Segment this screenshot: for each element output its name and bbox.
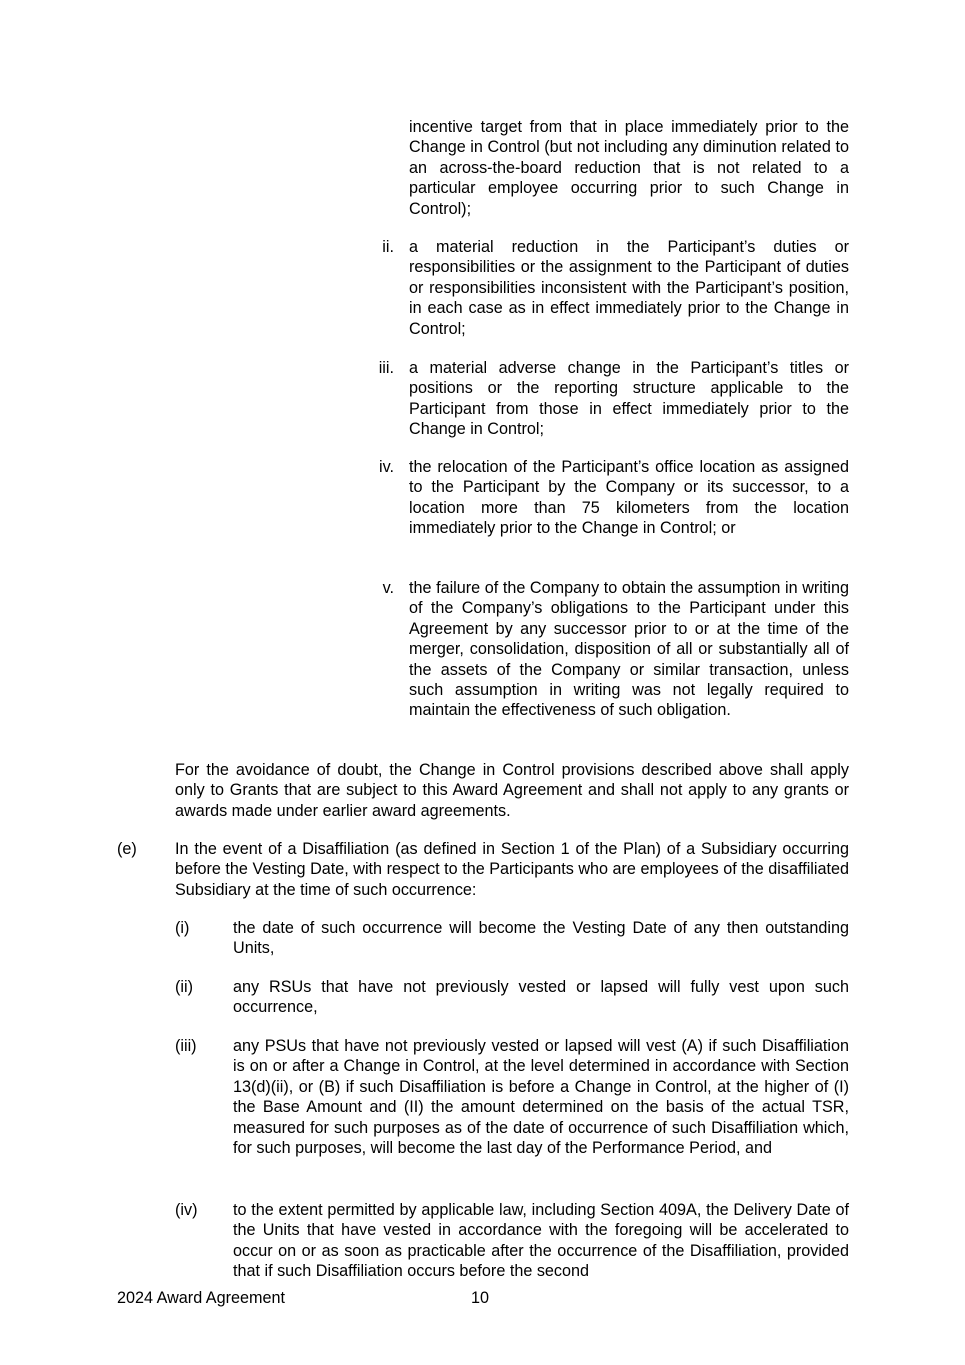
section-e-label: (e) [117,840,137,858]
roman-item-iv: the relocation of the Participant’s office location as assigned to the Participant by the Company or its successor, to a location more than 75 kilometers from the location immediately prior to the Change in Control; or [409,458,849,538]
roman-item-iii: a material adverse change in the Participant’s titles or positions or the reporting structure applicable to the Participant from those in effect immediately prior to the Change in Control; [409,359,849,439]
sub-item-label-iv: (iv) [175,1201,198,1219]
sub-item-label-i: (i) [175,919,190,937]
sub-item-label-iii: (iii) [175,1037,197,1055]
roman-item-ii: a material reduction in the Participant’s duties or responsibilities or the assignment to the Participant of duties or responsibilities inconsistent with the Participant’s position, in each case as in effect immediately prior to the Change in Control; [409,238,849,338]
footer-page-number: 10 [471,1289,490,1307]
continuation-paragraph: incentive target from that in place immediately prior to the Change in Control (but not including any diminution related to an across-the-board reduction that is not related to a particular employee occurring prior to such Change in Control); [409,118,849,218]
sub-item-iv: to the extent permitted by applicable law, including Section 409A, the Delivery Date of the Units that have vested in accordance with the foregoing will be accelerated to occur on or as soon as practicable after the occurrence of the Disaffiliation, provided that if such Disaffiliation occurs before the second [233,1201,849,1281]
sub-item-i: the date of such occurrence will become the Vesting Date of any then outstanding Units, [233,919,849,958]
roman-item-label-ii: ii. [382,238,394,256]
section-e-paragraph: In the event of a Disaffiliation (as defined in Section 1 of the Plan) of a Subsidiary occurring before the Vesting Date, with respect to the Participants who are employees of the disaffiliated Subsidiary at the time of such occurrence: [175,840,849,899]
sub-item-label-ii: (ii) [175,978,193,996]
roman-item-label-v: v. [382,579,394,597]
roman-item-v: the failure of the Company to obtain the assumption in writing of the Company’s obligations to the Participant under this Agreement by any successor prior to or at the time of the merger, consolidation, disposition of all or substantially all of the assets of the Company or similar transaction, unless such assumption in writing was not legally required to maintain the effectiveness of such obligation. [409,579,849,720]
avoidance-paragraph: For the avoidance of doubt, the Change in Control provisions described above shall apply only to Grants that are subject to this Award Agreement and shall not apply to any grants or awards made under earlier award agreements. [175,761,849,820]
roman-item-label-iii: iii. [378,359,394,377]
sub-item-ii: any RSUs that have not previously vested or lapsed will fully vest upon such occurrence, [233,978,849,1017]
sub-item-iii: any PSUs that have not previously vested or lapsed will vest (A) if such Disaffiliation is on or after a Change in Control, at the level determined in accordance with Section 13(d)(ii), or (B) if such Disaffiliation is before a Change in Control, at the higher of (I) the Base Amount and (II) the amount determined on the basis of the actual TSR, measured for such purposes as of the date of occurrence of such Disaffiliation which, for such purposes, will become the last day of the Performance Period, and [233,1037,849,1158]
roman-item-label-iv: iv. [379,458,394,476]
footer-document-title: 2024 Award Agreement [117,1289,285,1307]
